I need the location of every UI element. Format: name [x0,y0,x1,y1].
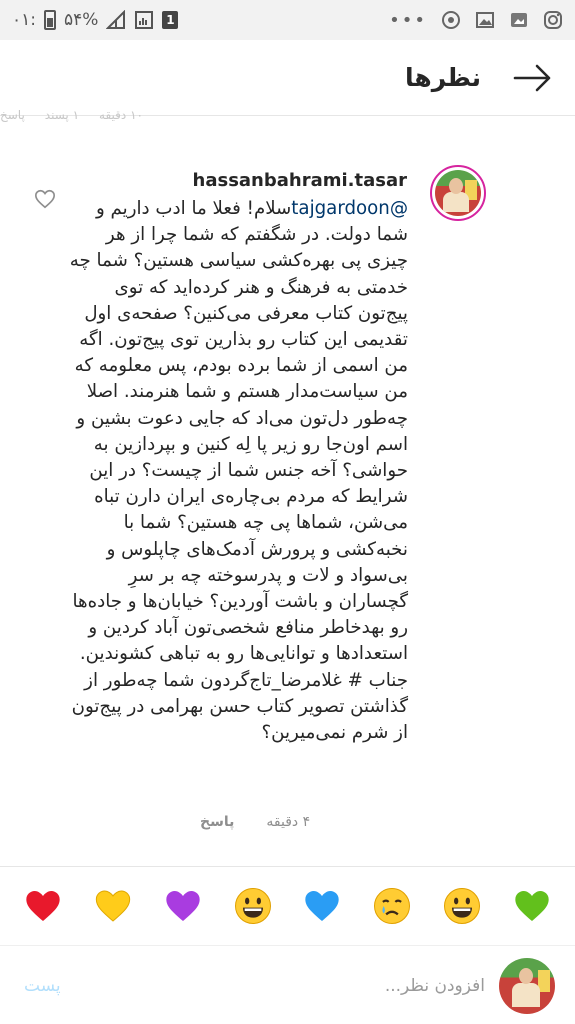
more-icon: ••• [389,9,427,31]
blue-heart-icon [302,886,342,926]
signal-icon [106,10,126,30]
previous-comment-time: ۱۰ دقیقه [99,108,143,122]
comment-time: ۴ دقیقه [266,814,311,830]
signal-bars-icon [134,10,154,30]
commenter-username[interactable]: hassanbahrami.tasar [192,170,407,191]
smiling-face-icon [442,886,482,926]
comment-text [62,196,408,746]
green-heart-emoji[interactable] [510,884,554,928]
mention-link[interactable]: @tajgardoon [291,198,408,219]
arrow-right-icon [513,63,553,93]
post-button[interactable]: پست [24,976,61,996]
red-heart-emoji[interactable] [21,884,65,928]
photo-icon [509,10,529,30]
commenter-avatar[interactable] [430,165,486,221]
grinning-face-emoji[interactable] [231,884,275,928]
previous-comment-likes: ۱ پسند [44,108,80,122]
gallery-icon [475,10,495,30]
previous-comment-reply[interactable]: پاسخ [0,108,25,122]
like-heart-icon[interactable] [34,188,56,210]
status-bar-left [12,10,178,30]
previous-comment-meta [0,108,575,130]
back-button[interactable] [511,56,555,100]
green-heart-icon [512,886,552,926]
comment-message: سلام! فعلا ما ادب داریم و شما دولت. در شگفتم که شما چرا از هر چیزی پی بهره‌کشی سیاسی هستین؟ شما چه خدمتی به فرهنگ و هنر کرده‌اید که توی پیج‌تون کتاب معرفی می‌کنین؟ صفحه‌ی اول تقدیمی این کتاب رو بذارین توی پیج‌تون. اگه من اسمی از شما برده بودم، پس معلومه که من سیاست‌مدار هستم و شما هنرمند. اصلا چه‌طور دل‌تون می‌اد که جایی دعوت بشین و اسم اون‌جا رو زیر پا لِه کنین و بپردازین به حواشی؟ آخه جنس شما از چیست؟ در این شرایط که مردم بی‌چاره‌ی ایران دارن تباه می‌شن، شماها پی چه هستین؟ شما با نخبه‌کشی و پرورش آدمک‌های چاپلوس و بی‌سواد و لات و پدرسوخته چه بر سرِ گچساران و باشت آوردین؟ خیابان‌ها و جاده‌ها رو بهدخاطر منافع شخصی‌تون آباد کردین و استعدادها و توانایی‌ها رو به تباهی کشوندین. جناب # غلامرضا_تاج‌گردون شما چه‌طور از گذاشتن تصویر کتاب حسن بهرامی در پیج‌تون از شرم نمی‌میرین؟ [69,198,408,744]
clock: ۰۱: [12,10,36,30]
crying-face-icon [372,886,412,926]
grinning-face-icon [233,886,273,926]
my-avatar [499,958,555,1014]
crying-face-emoji[interactable] [370,884,414,928]
page-title: نظرها [404,63,481,92]
comment-meta [200,814,408,830]
battery-percent: ۵۴% [64,10,99,30]
purple-heart-emoji[interactable] [161,884,205,928]
add-comment-input[interactable] [75,976,485,996]
comments-header [0,40,575,116]
status-bar [0,0,575,40]
instagram-icon [543,10,563,30]
chrome-icon [441,10,461,30]
comment-input-bar [0,948,575,1024]
yellow-heart-emoji[interactable] [91,884,135,928]
yellow-heart-icon [93,886,133,926]
status-bar-right [389,10,563,31]
emoji-reaction-bar [0,866,575,946]
reply-button[interactable]: پاسخ [200,814,235,830]
red-heart-icon [23,886,63,926]
avatar-image [435,170,481,216]
blue-heart-emoji[interactable] [300,884,344,928]
sim-icon: 1 [162,11,178,29]
purple-heart-icon [163,886,203,926]
battery-icon [44,10,56,30]
smiling-face-emoji[interactable] [440,884,484,928]
